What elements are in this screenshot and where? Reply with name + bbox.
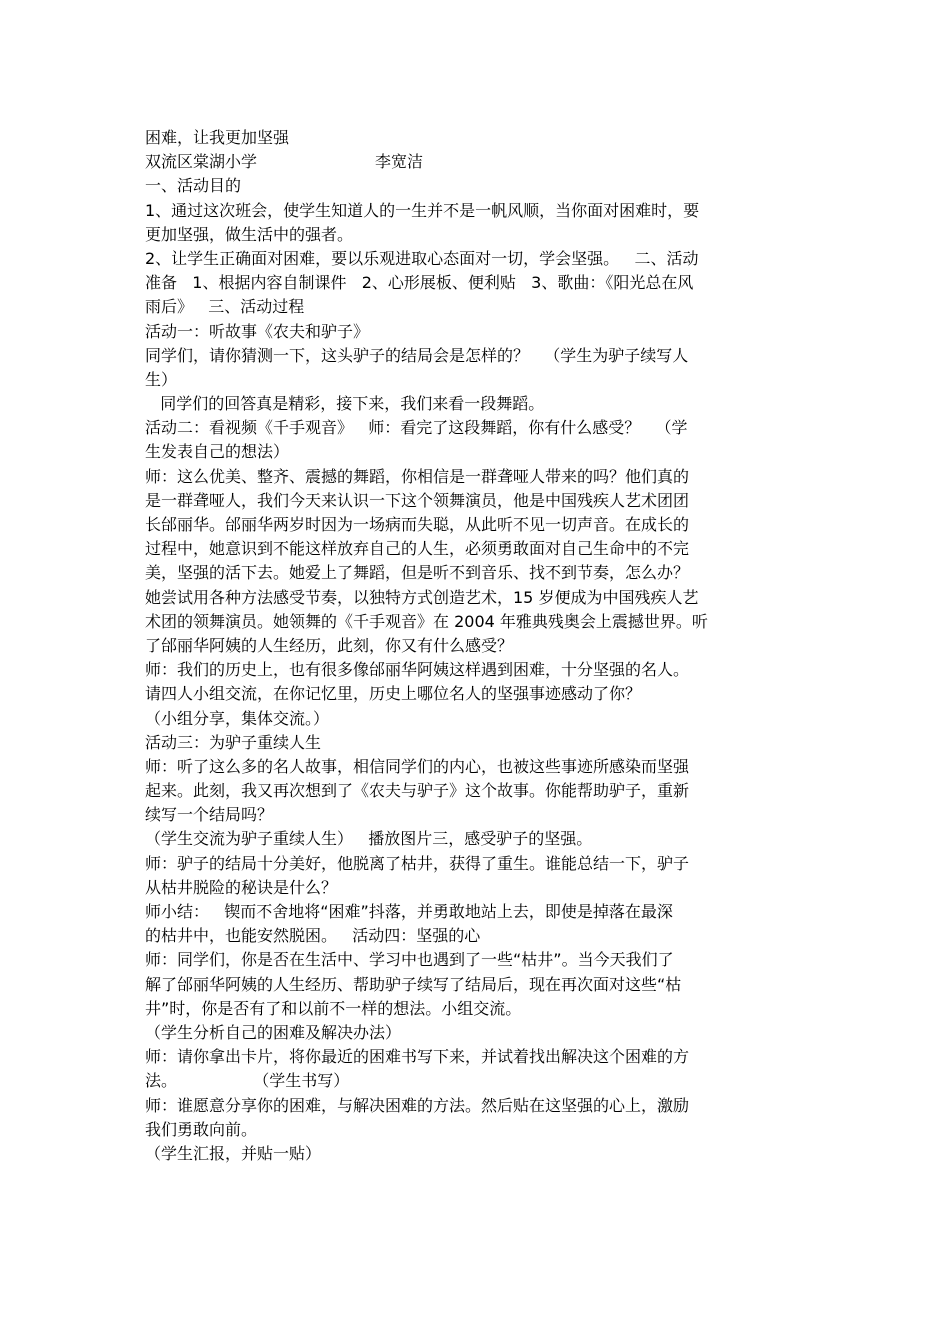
text-line: 的枯井中，也能安然脱困。 活动四：坚强的心 <box>145 926 481 946</box>
text-line: 她尝试用各种方法感受节奏，以独特方式创造艺术，15 岁便成为中国残疾人艺 <box>145 587 699 607</box>
text-line: 雨后》 三、活动过程 <box>145 297 305 317</box>
text-line: 我们勇敢向前。 <box>145 1119 258 1139</box>
text-line: 师：听了这么多的名人故事，相信同学们的内心，也被这些事迹所感染而坚强 <box>145 756 690 776</box>
document-body <box>145 174 810 1166</box>
byline <box>145 150 810 174</box>
text-line: 请四人小组交流，在你记忆里，历史上哪位名人的坚强事迹感动了你？ <box>145 684 642 704</box>
text-line: 美，坚强的活下去。她爱上了舞蹈，但是听不到音乐、找不到节奏，怎么办？ <box>145 563 690 583</box>
document-title: 困难，让我更加坚强 <box>145 128 290 147</box>
text-line: 师：同学们，你是否在生活中、学习中也遇到了一些“枯井”。当今天我们了 <box>145 950 674 970</box>
text-line: 更加坚强，做生活中的强者。 <box>145 224 354 244</box>
text-line: 活动三：为驴子重续人生 <box>145 732 322 752</box>
text-line: （学生分析自己的困难及解决办法） <box>145 1022 402 1042</box>
text-line: 活动二：看视频《千手观音》 师：看完了这段舞蹈，你有什么感受？ （学 <box>145 418 688 438</box>
text-line: 井”时，你是否有了和以前不一样的想法。小组交流。 <box>145 998 522 1018</box>
text-line: 过程中，她意识到不能这样放弃自己的人生，必须勇敢面对自己生命中的不完 <box>145 539 690 559</box>
text-line: 师：这么优美、整齐、震撼的舞蹈，你相信是一群聋哑人带来的吗？他们真的 <box>145 466 690 486</box>
text-line: （学生交流为驴子重续人生） 播放图片三，感受驴子的坚强。 <box>145 829 593 849</box>
text-line: 法。 （学生书写） <box>145 1071 350 1091</box>
text-line: 师：谁愿意分享你的困难，与解决困难的方法。然后贴在这坚强的心上，激励 <box>145 1095 690 1115</box>
text-line: 续写一个结局吗？ <box>145 805 274 825</box>
text-line: 师：驴子的结局十分美好，他脱离了枯井，获得了重生。谁能总结一下，驴子 <box>145 853 690 873</box>
text-line: （学生汇报，并贴一贴） <box>145 1143 322 1163</box>
text-line: 了邰丽华阿姨的人生经历，此刻，你又有什么感受？ <box>145 635 514 655</box>
text-line: 同学们，请你猜测一下，这头驴子的结局会是怎样的？ （学生为驴子续写人 <box>145 345 689 365</box>
text-line: 师：请你拿出卡片，将你最近的困难书写下来，并试着找出解决这个困难的方 <box>145 1047 690 1067</box>
text-line: 活动一：听故事《农夫和驴子》 <box>145 321 370 341</box>
text-line: 长邰丽华。邰丽华两岁时因为一场病而失聪，从此听不见一切声音。在成长的 <box>145 515 690 534</box>
text-line: 2、让学生正确面对困难，要以乐观进取心态面对一切，学会坚强。 二、活动 <box>145 248 699 268</box>
text-line: 生） <box>145 369 178 389</box>
school-name: 双流区棠湖小学 <box>145 152 258 172</box>
text-line: 从枯井脱险的秘诀是什么？ <box>145 877 338 897</box>
text-line: 师：我们的历史上，也有很多像邰丽华阿姨这样遇到困难，十分坚强的名人。 <box>145 660 690 680</box>
text-line: 1、通过这次班会，使学生知道人的一生并不是一帆风顺，当你面对困难时，要 <box>145 200 700 220</box>
text-line: 同学们的回答真是精彩，接下来，我们来看一段舞蹈。 <box>145 394 545 414</box>
text-line: 术团的领舞演员。她领舞的《千手观音》在 2004 年雅典残奥会上震撼世界。听 <box>145 611 708 631</box>
text-line: 是一群聋哑人，我们今天来认识一下这个领舞演员，他是中国残疾人艺术团团 <box>145 490 690 510</box>
author-name: 李宽洁 <box>375 152 424 172</box>
document-page <box>145 126 810 1166</box>
text-line: 起来。此刻，我又再次想到了《农夫与驴子》这个故事。你能帮助驴子，重新 <box>145 781 690 801</box>
text-line: 师小结： 锲而不舍地将“困难”抖落，并勇敢地站上去，即使是掉落在最深 <box>145 902 673 921</box>
text-line: 准备 1、根据内容自制课件 2、心形展板、便利贴 3、歌曲：《阳光总在风 <box>145 273 694 293</box>
text-line: 生发表自己的想法） <box>145 442 290 462</box>
text-line: 一、活动目的 <box>145 176 242 196</box>
text-line: 解了邰丽华阿姨的人生经历、帮助驴子续写了结局后，现在再次面对这些“枯 <box>145 974 682 994</box>
text-line: （小组分享，集体交流。） <box>145 708 330 728</box>
